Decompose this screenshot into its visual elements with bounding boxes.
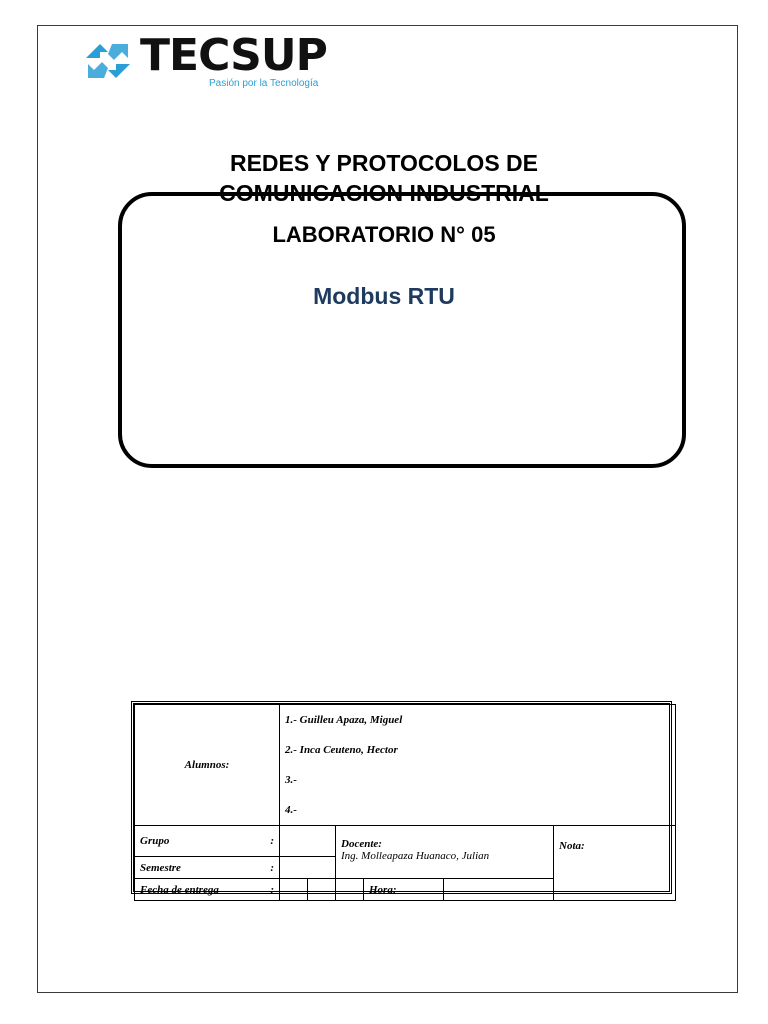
student-info-table bbox=[131, 701, 672, 894]
student-2: 2.- Inca Ceuteno, Hector bbox=[285, 744, 398, 756]
due-date-label: Fecha de entrega bbox=[140, 883, 219, 896]
time-label-cell bbox=[364, 879, 444, 901]
semester-value-cell bbox=[280, 857, 336, 879]
course-title-line1: REDES Y PROTOCOLOS DE bbox=[229, 150, 539, 176]
lab-number: LABORATORIO N° 05 bbox=[272, 222, 496, 247]
students-label-cell bbox=[135, 705, 280, 826]
student-4: 4.- bbox=[285, 804, 297, 816]
due-date-label-cell bbox=[135, 879, 280, 901]
teacher-cell bbox=[336, 826, 554, 879]
due-date-year-cell bbox=[336, 879, 364, 901]
semester-label: Semestre bbox=[140, 861, 181, 874]
group-value-cell bbox=[280, 826, 336, 857]
students-label: Alumnos: bbox=[184, 759, 230, 771]
group-colon: : bbox=[270, 835, 274, 847]
brand-tagline: Pasión por la Tecnología bbox=[209, 78, 319, 89]
teacher-label: Docente: bbox=[341, 838, 382, 850]
group-label: Grupo bbox=[140, 835, 170, 847]
brand-wordmark: TECSUP bbox=[140, 30, 327, 81]
lab-topic: Modbus RTU bbox=[313, 283, 455, 309]
student-1: 1.- Guilleu Apaza, Miguel bbox=[285, 714, 403, 726]
tecsup-arrows-icon bbox=[78, 36, 140, 86]
time-label: Hora: bbox=[369, 883, 397, 896]
grade-label: Nota: bbox=[559, 840, 585, 852]
teacher-name: Ing. Molleapaza Huanaco, Julian bbox=[341, 850, 490, 862]
tecsup-logo bbox=[78, 30, 338, 96]
student-3: 3.- bbox=[285, 774, 297, 786]
semester-label-cell bbox=[135, 857, 280, 879]
students-list-cell bbox=[280, 705, 676, 826]
time-value-cell bbox=[444, 879, 554, 901]
group-label-cell bbox=[135, 826, 280, 857]
due-date-month-cell bbox=[308, 879, 336, 901]
due-date-colon: : bbox=[270, 883, 274, 896]
grade-cell bbox=[554, 826, 676, 901]
course-title-line2: COMUNICACION INDUSTRIAL bbox=[219, 180, 549, 206]
semester-colon: : bbox=[270, 861, 274, 874]
due-date-day-cell bbox=[280, 879, 308, 901]
